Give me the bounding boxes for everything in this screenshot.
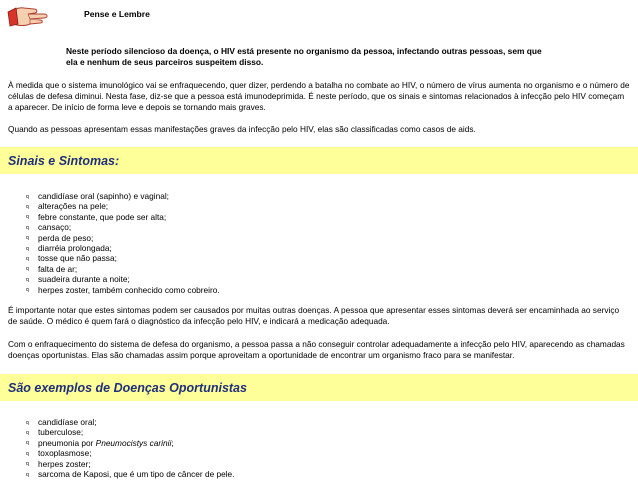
symptoms-list (26, 191, 606, 295)
intro-line-1: Neste período silencioso da doença, o HIV está presente no organismo da pessoa, infectando outras pessoas, sem que (66, 46, 542, 56)
bullet-icon: q (26, 440, 29, 447)
paragraph-aids-cases: Quando as pessoas apresentam essas manifestações graves da infecção pelo HIV, elas são classificadas como casos de aids. (8, 124, 476, 134)
list-item: q febre constante, que pode ser alta; (26, 211, 167, 222)
bullet-icon: q (26, 224, 29, 231)
list-item: q cansaço; (26, 222, 72, 233)
intro-text (66, 46, 576, 68)
bullet-icon: q (26, 193, 29, 200)
section-band-symptoms (0, 147, 638, 174)
list-item: q herpes zoster, também conhecido como cobreiro. (26, 284, 220, 295)
bullet-icon: q (26, 419, 29, 426)
bullet-icon: q (26, 255, 29, 262)
bullet-icon: q (26, 235, 29, 242)
bullet-icon: q (26, 471, 29, 478)
bullet-icon: q (26, 287, 29, 294)
list-item: q tosse que não passa; (26, 253, 117, 264)
bullet-icon: q (26, 461, 29, 468)
list-item: q sarcoma de Kaposi, que é um tipo de câncer de pele. (26, 468, 235, 479)
paragraph-diagnosis: É importante notar que estes sintomas podem ser causados por muitas outras doenças. A pessoa que apresentar esses sintomas deverá ser encaminhada ao serviço de saúde. O médico é quem fará o diagnóstico da infecção pelo HIV, e indicará a medicação adequada. (8, 305, 620, 326)
list-item: q perda de peso; (26, 232, 94, 243)
bullet-icon: q (26, 266, 29, 273)
page-title: Pense e Lembre (84, 9, 150, 19)
list-item: q diarréia prolongada; (26, 242, 112, 253)
bullet-icon: q (26, 430, 29, 436)
list-item: q suadeira durante a noite; (26, 274, 130, 285)
list-item: q toxoplasmose; (26, 448, 92, 459)
paragraph-immune: À medida que o sistema imunológico vai se enfraquecendo, quer dizer, perdendo a batalha no combate ao HIV, o número de vírus aumenta no organismo e o número de células de defesa diminui. Nesta fase, diz-se que a pessoa está imunodeprimida. É neste período, que os sinais e sintomas relacionados à infecção pelo HIV começam a aparecer. De início de forma leve e depois se tornando mais graves. (8, 80, 630, 112)
section-band-opportunistic (0, 374, 638, 401)
list-item: q pneumonia por Pneumocistys carinii; (26, 437, 174, 448)
opportunistic-list (26, 417, 606, 479)
list-item: q candidíase oral; (26, 417, 97, 427)
bullet-icon: q (26, 204, 29, 210)
section-heading-opportunistic: São exemplos de Doenças Oportunistas (8, 381, 247, 395)
paragraph-opportunistic: Com o enfraquecimento do sistema de defesa do organismo, a pessoa passa a não conseguir controlar adequadamente a infecção pelo HIV, aparecendo as chamadas doenças oportunistas. Elas são chamadas assim porque aproveitam a oportunidade de encontrar um organismo fraco para se manifestar. (8, 339, 625, 360)
list-item: q tuberculose; (26, 427, 84, 438)
list-item: q alterações na pele; (26, 201, 109, 212)
bullet-icon: q (26, 450, 29, 457)
list-item: q herpes zoster; (26, 458, 91, 469)
list-item: q falta de ar; (26, 263, 78, 274)
intro-line-2: ela e nenhum de seus parceiros suspeitem disso. (66, 56, 264, 67)
bullet-icon: q (26, 214, 29, 221)
pointing-hand-icon (4, 2, 62, 30)
bullet-icon: q (26, 276, 29, 283)
list-item: q candidíase oral (sapinho) e vaginal; (26, 191, 169, 201)
bullet-icon: q (26, 245, 29, 252)
section-heading-symptoms: Sinais e Sintomas: (8, 154, 120, 168)
